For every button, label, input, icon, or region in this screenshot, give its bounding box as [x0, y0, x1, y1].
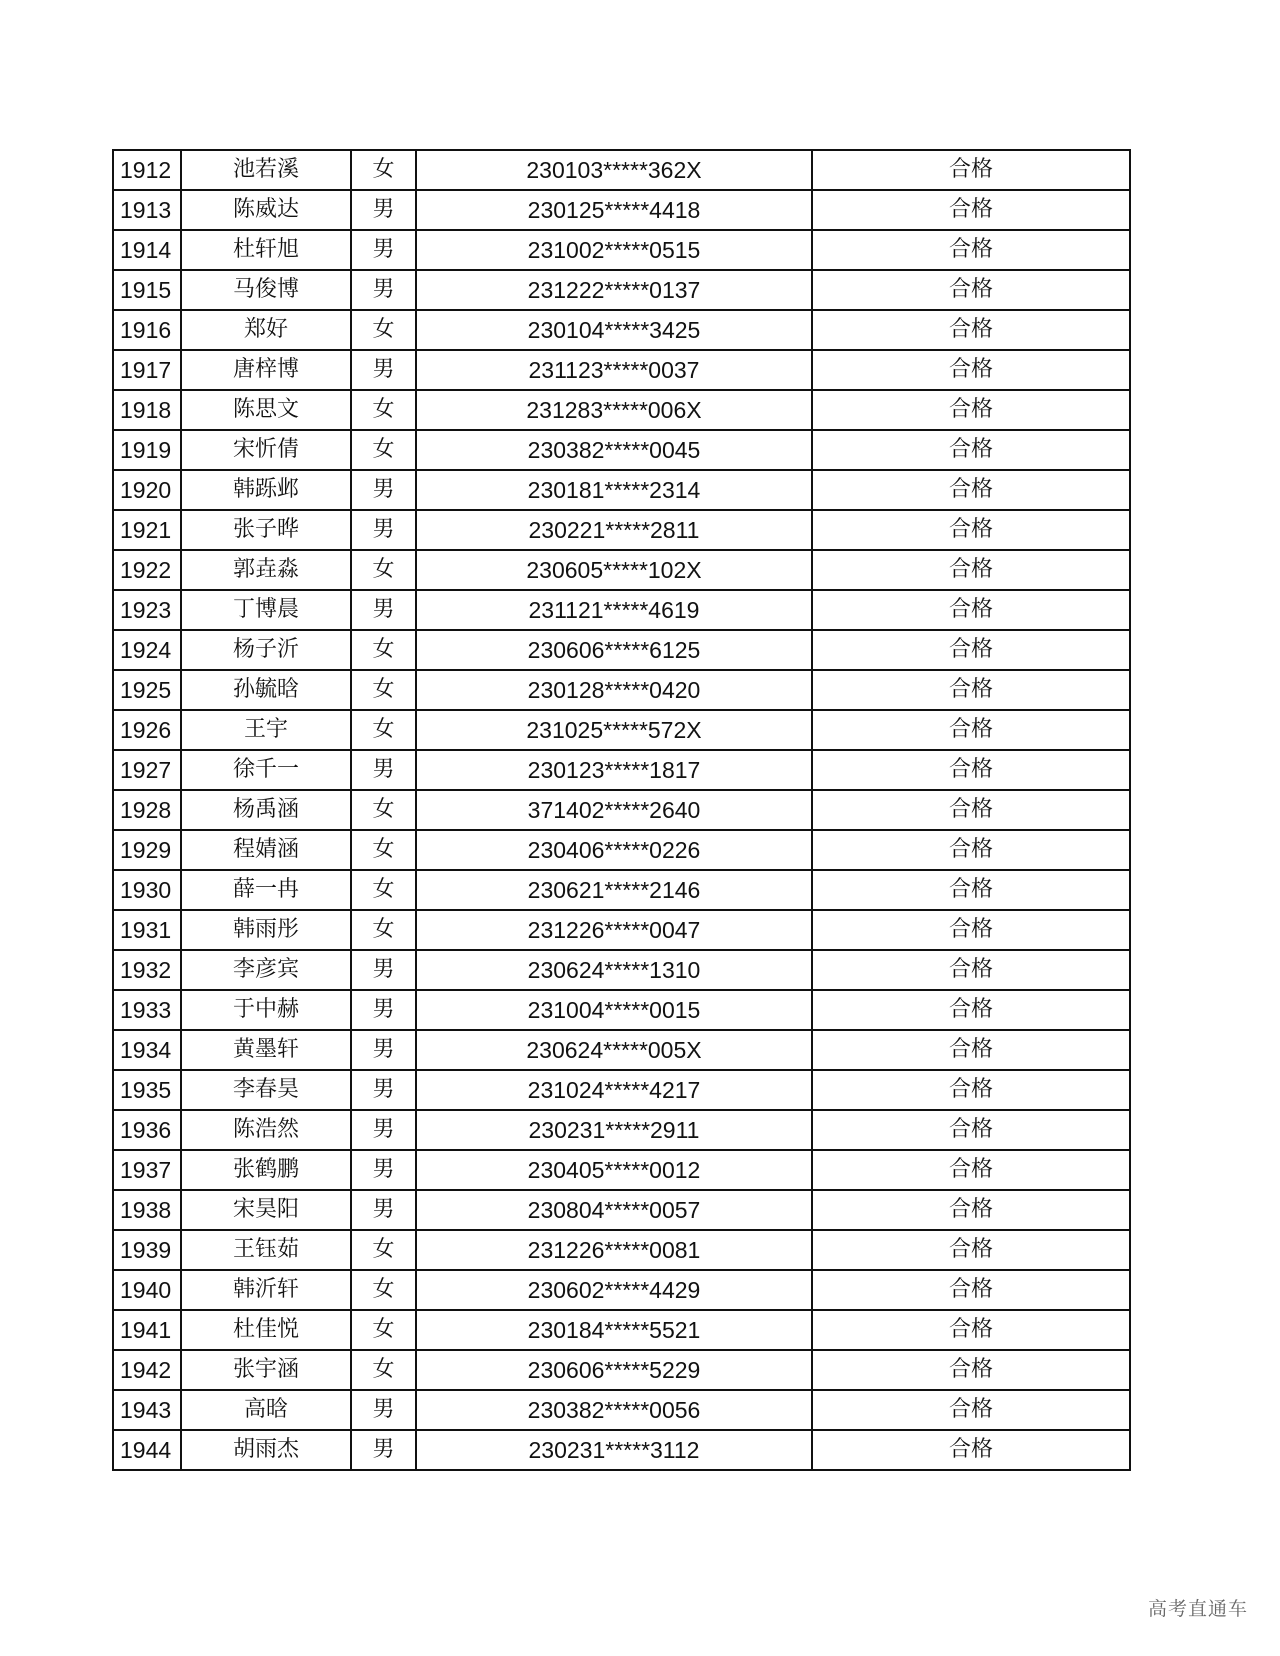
cell-result: 合格 [812, 350, 1130, 390]
cell-result: 合格 [812, 190, 1130, 230]
cell-name: 胡雨杰 [181, 1430, 351, 1470]
cell-result: 合格 [812, 1350, 1130, 1390]
cell-sex: 女 [351, 550, 416, 590]
cell-result: 合格 [812, 670, 1130, 710]
cell-name: 杜轩旭 [181, 230, 351, 270]
cell-id-number: 230405*****0012 [416, 1150, 812, 1190]
cell-number: 1925 [113, 670, 181, 710]
cell-name: 高晗 [181, 1390, 351, 1430]
cell-name: 黄墨轩 [181, 1030, 351, 1070]
table-row [113, 1030, 1130, 1070]
cell-result: 合格 [812, 790, 1130, 830]
cell-number: 1914 [113, 230, 181, 270]
cell-sex: 男 [351, 1390, 416, 1430]
roster-body [113, 150, 1130, 1470]
cell-result: 合格 [812, 230, 1130, 270]
cell-sex: 女 [351, 870, 416, 910]
cell-name: 杨子沂 [181, 630, 351, 670]
cell-number: 1943 [113, 1390, 181, 1430]
cell-result: 合格 [812, 830, 1130, 870]
table-row [113, 950, 1130, 990]
cell-sex: 男 [351, 270, 416, 310]
cell-id-number: 230606*****6125 [416, 630, 812, 670]
cell-id-number: 231004*****0015 [416, 990, 812, 1030]
cell-sex: 男 [351, 350, 416, 390]
table-row [113, 310, 1130, 350]
table-row [113, 190, 1130, 230]
cell-id-number: 230221*****2811 [416, 510, 812, 550]
cell-name: 李春昊 [181, 1070, 351, 1110]
cell-sex: 男 [351, 510, 416, 550]
cell-name: 马俊博 [181, 270, 351, 310]
cell-result: 合格 [812, 910, 1130, 950]
cell-result: 合格 [812, 1310, 1130, 1350]
cell-name: 程婧涵 [181, 830, 351, 870]
cell-number: 1926 [113, 710, 181, 750]
table-row [113, 1190, 1130, 1230]
cell-sex: 男 [351, 590, 416, 630]
table-row [113, 590, 1130, 630]
cell-result: 合格 [812, 990, 1130, 1030]
cell-number: 1934 [113, 1030, 181, 1070]
cell-id-number: 230104*****3425 [416, 310, 812, 350]
table-row [113, 150, 1130, 190]
cell-sex: 男 [351, 990, 416, 1030]
table-row [113, 550, 1130, 590]
cell-id-number: 231222*****0137 [416, 270, 812, 310]
cell-result: 合格 [812, 550, 1130, 590]
cell-result: 合格 [812, 1270, 1130, 1310]
cell-sex: 女 [351, 1350, 416, 1390]
cell-sex: 男 [351, 190, 416, 230]
table-row [113, 1110, 1130, 1150]
cell-name: 陈思文 [181, 390, 351, 430]
cell-id-number: 231123*****0037 [416, 350, 812, 390]
cell-sex: 女 [351, 310, 416, 350]
cell-id-number: 230184*****5521 [416, 1310, 812, 1350]
cell-sex: 女 [351, 910, 416, 950]
cell-result: 合格 [812, 710, 1130, 750]
cell-name: 宋昊阳 [181, 1190, 351, 1230]
cell-number: 1937 [113, 1150, 181, 1190]
table-row [113, 790, 1130, 830]
table-row [113, 270, 1130, 310]
cell-sex: 男 [351, 950, 416, 990]
cell-result: 合格 [812, 1390, 1130, 1430]
cell-number: 1942 [113, 1350, 181, 1390]
cell-id-number: 231226*****0081 [416, 1230, 812, 1270]
cell-number: 1923 [113, 590, 181, 630]
cell-result: 合格 [812, 150, 1130, 190]
cell-result: 合格 [812, 870, 1130, 910]
cell-result: 合格 [812, 630, 1130, 670]
cell-sex: 女 [351, 150, 416, 190]
cell-name: 李彦宾 [181, 950, 351, 990]
table-row [113, 990, 1130, 1030]
cell-result: 合格 [812, 510, 1130, 550]
cell-id-number: 230382*****0045 [416, 430, 812, 470]
cell-sex: 女 [351, 390, 416, 430]
cell-number: 1921 [113, 510, 181, 550]
roster-table [112, 149, 1131, 1471]
cell-name: 陈浩然 [181, 1110, 351, 1150]
watermark-text: 高考直通车 [1147, 1598, 1248, 1620]
cell-result: 合格 [812, 430, 1130, 470]
cell-name: 池若溪 [181, 150, 351, 190]
cell-name: 徐千一 [181, 750, 351, 790]
cell-id-number: 230125*****4418 [416, 190, 812, 230]
cell-id-number: 230231*****3112 [416, 1430, 812, 1470]
cell-number: 1929 [113, 830, 181, 870]
cell-id-number: 231025*****572X [416, 710, 812, 750]
table-row [113, 1230, 1130, 1270]
table-row [113, 1430, 1130, 1470]
cell-sex: 男 [351, 230, 416, 270]
cell-number: 1918 [113, 390, 181, 430]
cell-result: 合格 [812, 750, 1130, 790]
cell-name: 杜佳悦 [181, 1310, 351, 1350]
cell-result: 合格 [812, 1230, 1130, 1270]
table-row [113, 1390, 1130, 1430]
cell-name: 郑好 [181, 310, 351, 350]
cell-number: 1935 [113, 1070, 181, 1110]
cell-number: 1916 [113, 310, 181, 350]
cell-sex: 女 [351, 1310, 416, 1350]
cell-number: 1938 [113, 1190, 181, 1230]
table-row [113, 350, 1130, 390]
table-row [113, 870, 1130, 910]
cell-result: 合格 [812, 950, 1130, 990]
cell-sex: 女 [351, 830, 416, 870]
cell-number: 1944 [113, 1430, 181, 1470]
cell-sex: 男 [351, 1150, 416, 1190]
cell-name: 于中赫 [181, 990, 351, 1030]
cell-id-number: 231226*****0047 [416, 910, 812, 950]
cell-sex: 女 [351, 630, 416, 670]
cell-name: 杨禹涵 [181, 790, 351, 830]
cell-sex: 女 [351, 1270, 416, 1310]
table-row [113, 470, 1130, 510]
cell-result: 合格 [812, 1030, 1130, 1070]
cell-number: 1920 [113, 470, 181, 510]
cell-id-number: 230624*****005X [416, 1030, 812, 1070]
table-row [113, 390, 1130, 430]
table-row [113, 630, 1130, 670]
cell-name: 王钰茹 [181, 1230, 351, 1270]
cell-id-number: 230103*****362X [416, 150, 812, 190]
cell-id-number: 230382*****0056 [416, 1390, 812, 1430]
cell-id-number: 230181*****2314 [416, 470, 812, 510]
cell-result: 合格 [812, 1430, 1130, 1470]
cell-id-number: 230624*****1310 [416, 950, 812, 990]
cell-id-number: 230231*****2911 [416, 1110, 812, 1150]
table-row [113, 750, 1130, 790]
cell-id-number: 230602*****4429 [416, 1270, 812, 1310]
table-row [113, 1150, 1130, 1190]
cell-number: 1941 [113, 1310, 181, 1350]
cell-name: 张子晔 [181, 510, 351, 550]
cell-sex: 男 [351, 1190, 416, 1230]
cell-number: 1928 [113, 790, 181, 830]
cell-name: 薛一冉 [181, 870, 351, 910]
cell-number: 1936 [113, 1110, 181, 1150]
cell-sex: 男 [351, 750, 416, 790]
cell-result: 合格 [812, 1110, 1130, 1150]
table-row [113, 710, 1130, 750]
cell-name: 韩跞邺 [181, 470, 351, 510]
cell-number: 1922 [113, 550, 181, 590]
cell-result: 合格 [812, 1190, 1130, 1230]
cell-id-number: 230406*****0226 [416, 830, 812, 870]
cell-name: 韩沂轩 [181, 1270, 351, 1310]
cell-result: 合格 [812, 1150, 1130, 1190]
table-row [113, 910, 1130, 950]
cell-id-number: 231283*****006X [416, 390, 812, 430]
cell-sex: 女 [351, 670, 416, 710]
cell-id-number: 231002*****0515 [416, 230, 812, 270]
cell-name: 张鹤鹏 [181, 1150, 351, 1190]
cell-sex: 男 [351, 1430, 416, 1470]
table-row [113, 670, 1130, 710]
cell-name: 丁博晨 [181, 590, 351, 630]
cell-sex: 男 [351, 1030, 416, 1070]
cell-sex: 女 [351, 790, 416, 830]
cell-id-number: 230123*****1817 [416, 750, 812, 790]
table-row [113, 1310, 1130, 1350]
cell-sex: 男 [351, 1110, 416, 1150]
cell-name: 郭垚淼 [181, 550, 351, 590]
cell-number: 1939 [113, 1230, 181, 1270]
table-row [113, 510, 1130, 550]
cell-sex: 女 [351, 430, 416, 470]
cell-number: 1913 [113, 190, 181, 230]
cell-id-number: 230605*****102X [416, 550, 812, 590]
cell-sex: 男 [351, 1070, 416, 1110]
cell-name: 韩雨彤 [181, 910, 351, 950]
cell-name: 王宇 [181, 710, 351, 750]
cell-sex: 女 [351, 1230, 416, 1270]
cell-number: 1915 [113, 270, 181, 310]
cell-result: 合格 [812, 390, 1130, 430]
cell-id-number: 231024*****4217 [416, 1070, 812, 1110]
cell-result: 合格 [812, 270, 1130, 310]
cell-name: 张宇涵 [181, 1350, 351, 1390]
table-row [113, 1270, 1130, 1310]
cell-sex: 女 [351, 710, 416, 750]
cell-id-number: 230621*****2146 [416, 870, 812, 910]
cell-number: 1912 [113, 150, 181, 190]
cell-number: 1917 [113, 350, 181, 390]
table-row [113, 230, 1130, 270]
cell-name: 陈威达 [181, 190, 351, 230]
cell-id-number: 371402*****2640 [416, 790, 812, 830]
table-row [113, 1350, 1130, 1390]
cell-number: 1930 [113, 870, 181, 910]
cell-result: 合格 [812, 1070, 1130, 1110]
cell-number: 1924 [113, 630, 181, 670]
table-row [113, 430, 1130, 470]
cell-id-number: 230128*****0420 [416, 670, 812, 710]
cell-id-number: 230804*****0057 [416, 1190, 812, 1230]
cell-number: 1933 [113, 990, 181, 1030]
cell-result: 合格 [812, 590, 1130, 630]
cell-name: 宋忻倩 [181, 430, 351, 470]
cell-result: 合格 [812, 310, 1130, 350]
cell-number: 1919 [113, 430, 181, 470]
cell-number: 1931 [113, 910, 181, 950]
cell-id-number: 230606*****5229 [416, 1350, 812, 1390]
cell-number: 1940 [113, 1270, 181, 1310]
cell-number: 1932 [113, 950, 181, 990]
table-row [113, 1070, 1130, 1110]
cell-result: 合格 [812, 470, 1130, 510]
table-row [113, 830, 1130, 870]
cell-name: 孙毓晗 [181, 670, 351, 710]
cell-number: 1927 [113, 750, 181, 790]
cell-sex: 男 [351, 470, 416, 510]
cell-id-number: 231121*****4619 [416, 590, 812, 630]
cell-name: 唐梓博 [181, 350, 351, 390]
